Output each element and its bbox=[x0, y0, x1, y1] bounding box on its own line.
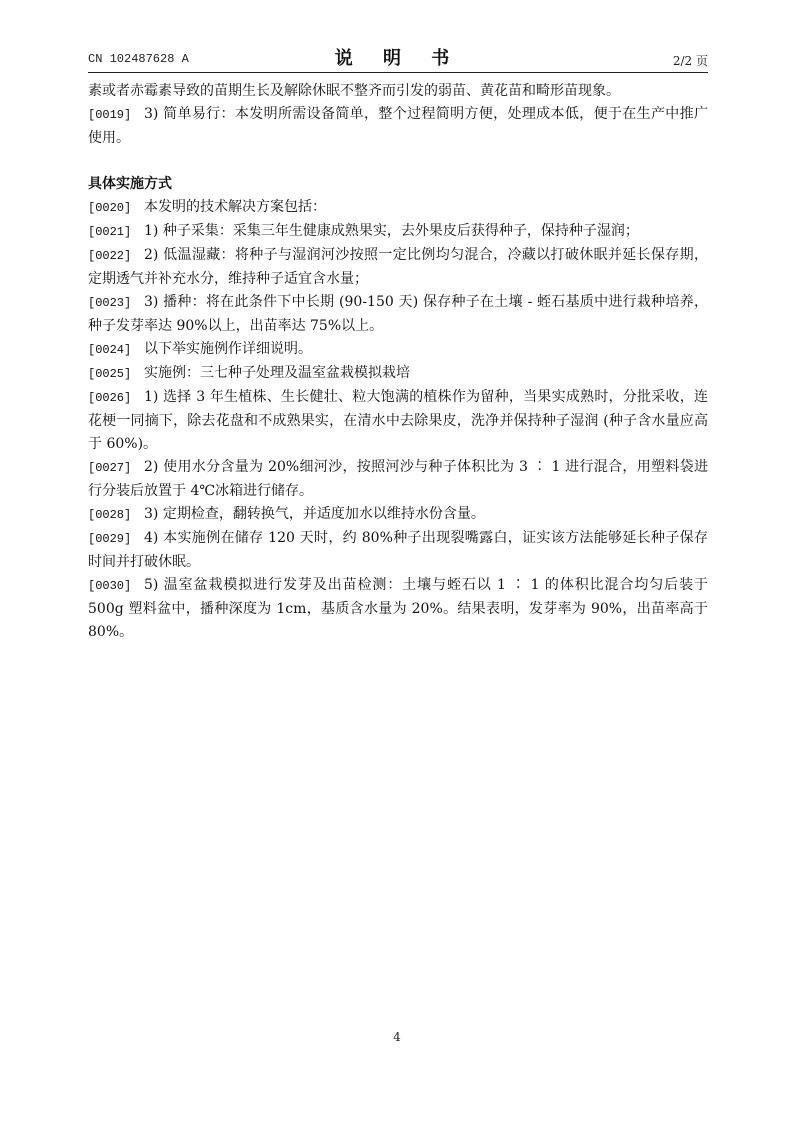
paragraph-text: 3) 播种：将在此条件下中长期 (90-150 天) 保存种子在土壤 - 蛭石基质中进行栽种培养，种子发芽率达 90%以上，出苗率达 75%以上。 bbox=[88, 294, 708, 334]
page-indicator: 2/2 页 bbox=[672, 54, 708, 68]
paragraph-number: [0019] bbox=[88, 108, 132, 122]
paragraph-number: [0029] bbox=[88, 532, 132, 546]
paragraph-number: [0025] bbox=[88, 367, 132, 381]
paragraph-0019 bbox=[88, 103, 708, 150]
paragraph-number: [0030] bbox=[88, 579, 132, 593]
paragraph-number: [0021] bbox=[88, 225, 132, 239]
paragraph-text: 3) 定期检查，翻转换气，并适度加水以维持水份含量。 bbox=[144, 506, 485, 522]
paragraph-0021 bbox=[88, 220, 708, 244]
document-title: 说 明 书 bbox=[334, 48, 462, 69]
paragraph-0020 bbox=[88, 196, 708, 220]
section-heading: 具体实施方式 bbox=[88, 176, 172, 192]
paragraph-number: [0024] bbox=[88, 343, 132, 357]
paragraph-number: [0027] bbox=[88, 461, 132, 475]
paragraph-text: 4) 本实施例在储存 120 天时，约 80%种子出现裂嘴露白，证实该方法能够延长种子保存时间并打破休眠。 bbox=[88, 530, 708, 570]
document-body bbox=[88, 80, 708, 644]
paragraph-0022 bbox=[88, 244, 708, 291]
continued-text: 素或者赤霉素导致的苗期生长及解除休眠不整齐而引发的弱苗、黄花苗和畸形苗现象。 bbox=[88, 83, 620, 99]
paragraph-text: 以下举实施例作详细说明。 bbox=[144, 341, 312, 357]
paragraph-text: 实施例：三七种子处理及温室盆栽模拟栽培 bbox=[144, 365, 410, 381]
paragraph-text: 3) 简单易行：本发明所需设备简单，整个过程简明方便，处理成本低，便于在生产中推广使用。 bbox=[88, 106, 708, 146]
paragraph-number: [0023] bbox=[88, 296, 132, 310]
paragraph-number: [0022] bbox=[88, 249, 132, 263]
paragraph-0029 bbox=[88, 527, 708, 574]
paragraph-0028 bbox=[88, 503, 708, 527]
paragraph-text: 1) 选择 3 年生植株、生长健壮、粒大饱满的植株作为留种，当果实成熟时，分批采收，连花梗一同摘下，除去花盘和不成熟果实，在清水中去除果皮，洗净并保持种子湿润 (种子含水量应高于 60%)。 bbox=[88, 389, 708, 452]
paragraph-text: 2) 使用水分含量为 20%细河沙，按照河沙与种子体积比为 3 ∶ 1 进行混合，用塑料袋进行分装后放置于 4℃冰箱进行储存。 bbox=[88, 459, 708, 499]
paragraph-text: 本发明的技术解决方案包括： bbox=[144, 199, 326, 215]
paragraph-0023 bbox=[88, 291, 708, 338]
paragraph-number: [0020] bbox=[88, 201, 132, 215]
paragraph-0027 bbox=[88, 456, 708, 503]
paragraph-0025 bbox=[88, 362, 708, 386]
paragraph-number: [0028] bbox=[88, 508, 132, 522]
page-header bbox=[88, 44, 708, 72]
patent-number: CN 102487628 A bbox=[88, 52, 189, 66]
paragraph-text: 1) 种子采集：采集三年生健康成熟果实，去外果皮后获得种子，保持种子湿润； bbox=[144, 223, 639, 239]
paragraph-0026 bbox=[88, 386, 708, 456]
paragraph-number: [0026] bbox=[88, 391, 132, 405]
page-number: 4 bbox=[393, 1030, 401, 1044]
paragraph-text: 2) 低温湿藏：将种子与湿润河沙按照一定比例均匀混合，冷藏以打破休眠并延长保存期，定期透气并补充水分，维持种子适宜含水量； bbox=[88, 247, 708, 287]
spacer bbox=[88, 150, 708, 173]
paragraph-0024 bbox=[88, 338, 708, 362]
paragraph-0030 bbox=[88, 574, 708, 644]
header-divider bbox=[88, 72, 708, 73]
paragraph-text: 5) 温室盆栽模拟进行发芽及出苗检测：土壤与蛭石以 1 ∶ 1 的体积比混合均匀后装于 500g 塑料盆中，播种深度为 1cm，基质含水量为 20%。结果表明，发芽率为 90%，出苗率高于 80%。 bbox=[88, 577, 708, 640]
